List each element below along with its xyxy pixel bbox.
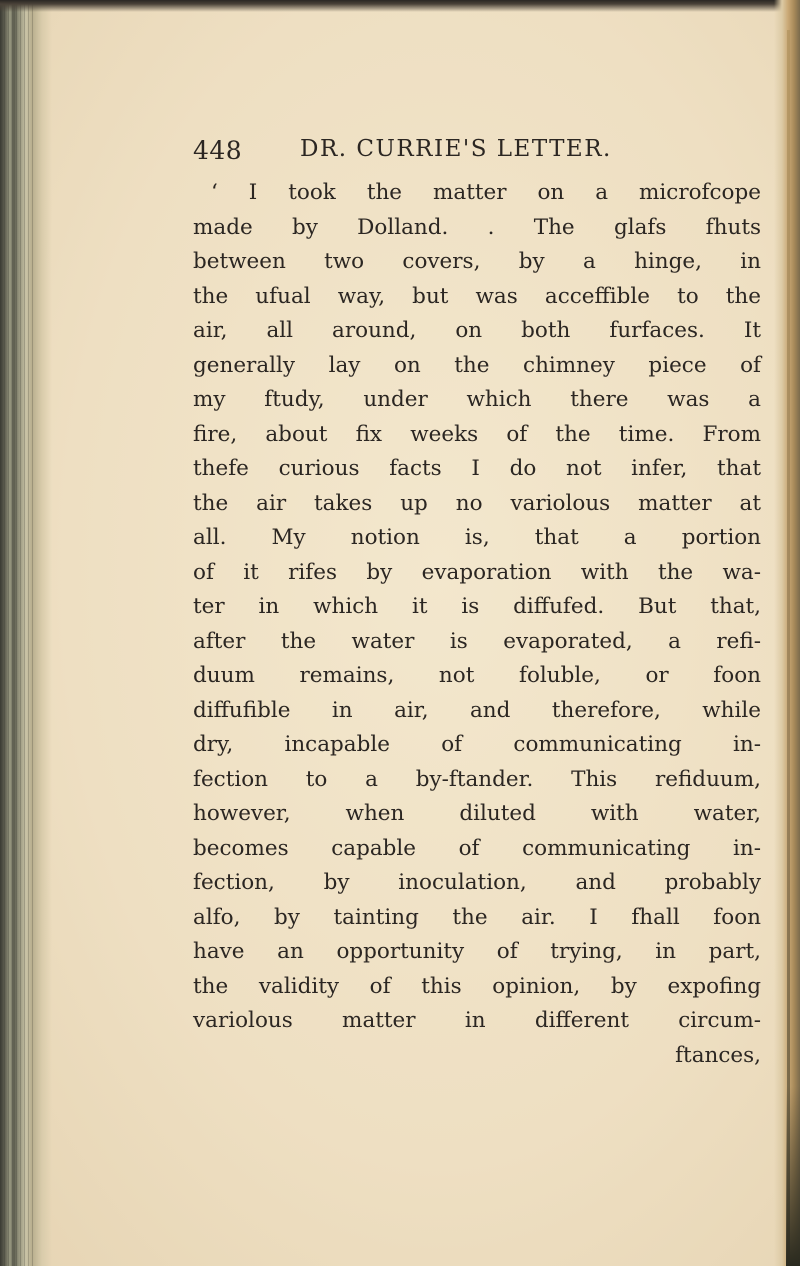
text-line: fire, about fix weeks of the time. From [193,421,761,447]
text-line: becomes capable of communicating in- [193,835,761,861]
text-line: diffufible in air, and therefore, while [193,697,761,723]
text-line: dry, incapable of communicating in- [193,732,761,757]
text-line: my ftudy, under which there was a [193,387,761,412]
text-line: generally lay on the chimney piece of [193,352,761,378]
text-line: all. My notion is, that a portion [193,525,761,550]
text-line: made by Dolland. . The glafs fhuts [193,214,761,240]
text-line: however, when diluted with water, [193,801,761,826]
top-page-edge [0,0,800,12]
bottom-corner-shadow [786,1086,800,1266]
text-line: between two covers, by a hinge, in [193,249,761,274]
right-page-edge-line [787,30,790,1266]
text-line: ter in which it is diffufed. But that, [193,594,761,619]
text-line: fection, by inoculation, and probably [193,870,761,895]
binding-gutter-texture [4,0,34,1266]
text-line: fection to a by-ftander. This refiduum, [193,766,761,792]
text-line: air, all around, on both furfaces. It [193,318,761,343]
text-line: duum remains, not foluble, or foon [193,663,761,688]
page-number: 448 [193,136,243,165]
text-line: the air takes up no variolous matter at [193,490,761,516]
text-line: ‘ I took the matter on a microfcope [211,180,761,205]
text-line: of it rifes by evaporation with the wa- [193,559,761,585]
running-head: DR. CURRIE'S LETTER. [300,136,612,162]
body-text [193,176,761,1073]
text-line: ftances, [675,1042,761,1068]
page-header [0,136,800,176]
text-line: have an opportunity of trying, in part, [193,939,761,964]
text-line: after the water is evaporated, a refi- [193,628,761,654]
text-line: thefe curious facts I do not infer, that [193,456,761,481]
text-line: the ufual way, but was acceffible to the [193,283,761,309]
text-line: alfo, by tainting the air. I fhall foon [193,904,761,930]
text-line: variolous matter in different circum- [193,1008,761,1033]
text-line: the validity of this opinion, by expofing [193,973,761,999]
